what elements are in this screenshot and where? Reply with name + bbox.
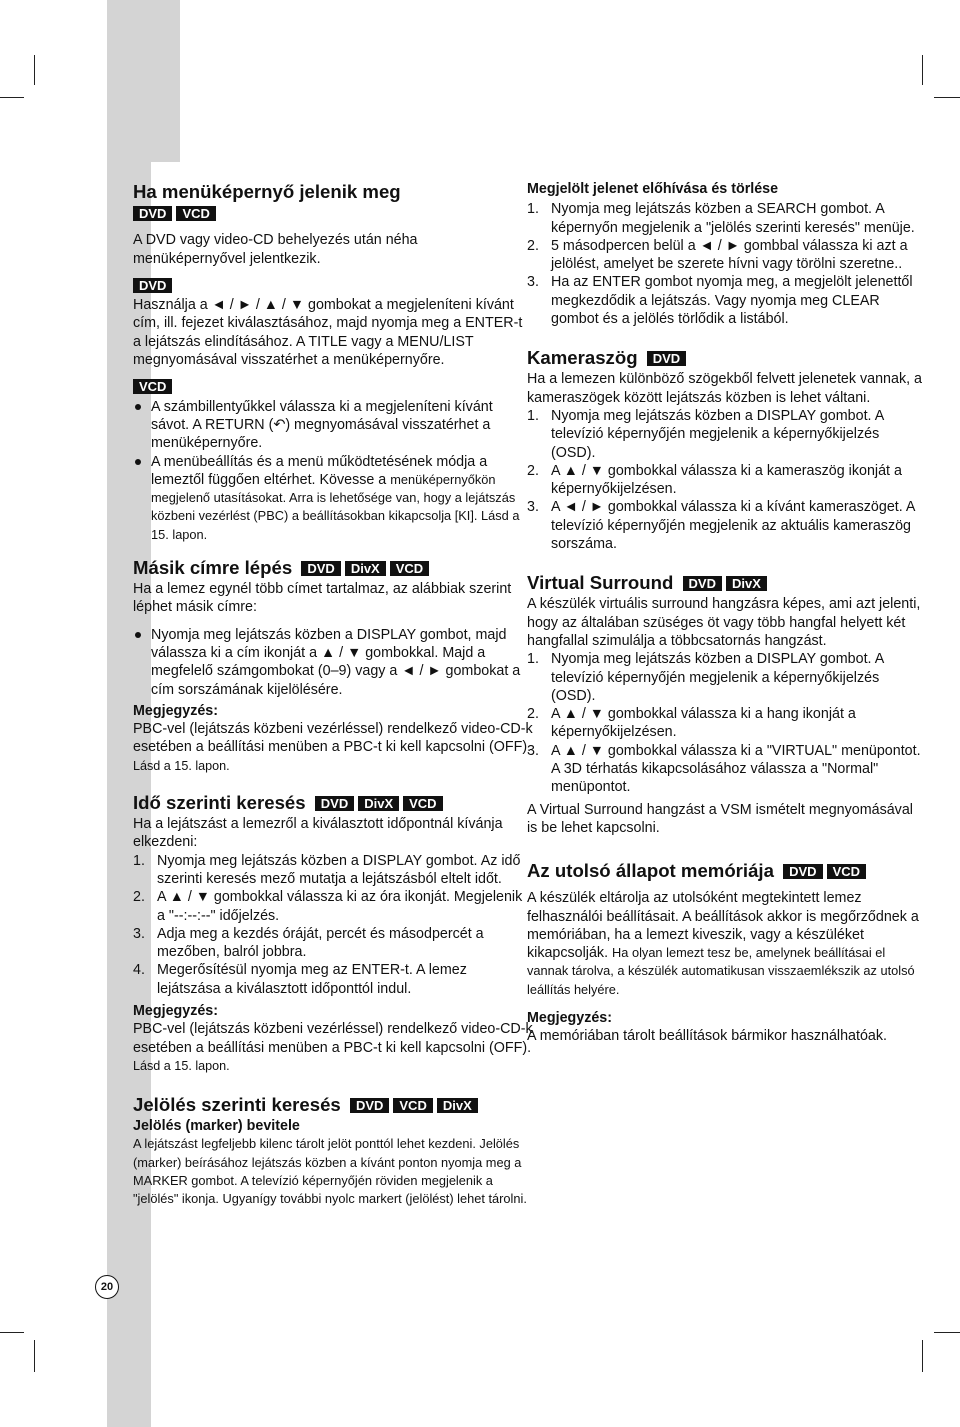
crop-mark bbox=[0, 1332, 24, 1333]
step-item: 3. Ha az ENTER gombot nyomja meg, a megjelölt jelenettől megkezdődik a lejátszás. Vagy nyomja meg CLEAR gombot és a jelölés törlődik a listából. bbox=[527, 274, 913, 328]
divx-badge: DivX bbox=[437, 1098, 478, 1113]
left-column bbox=[133, 180, 533, 1209]
subheading: Megjelölt jelenet előhívása és törlése bbox=[527, 181, 779, 197]
dvd-badge: DVD bbox=[133, 206, 172, 221]
bullet-item: Nyomja meg lejátszás közben a DISPLAY gombot, majd válassza ki a cím ikonját a ▲ / ▼ gombokkal. Majd a megfelelő számgombokat (0–9) vagy a ◄ / ► gombokat a cím sorszámának kijelölésére. bbox=[133, 626, 533, 699]
vcd-badge: VCD bbox=[827, 864, 866, 879]
step-item: 4. Megerősítésül nyomja meg az ENTER-t. A lemez lejátszása a kiválasztott időponttól indul. bbox=[133, 962, 467, 997]
paragraph: A lejátszást legfeljebb kilenc tárolt jelöt ponttól lehet kezdeni. Jelölés (marker) beírásához lejátszás közben a kívánt ponton nyomja meg a MARKER gombot. A televízió képernyőjén röviden megjelenik a "jelölés" ikonja. Ugyanígy további nyolc markert (jelölést) lehet tárolni. bbox=[133, 1136, 527, 1207]
paragraph: A készülék eltárolja az utolsóként megtekintett lemez felhasználói beállításait. A beállítások akkor is megőrződnek a memóriában, ha a lemezt kiveszik, vagy a készüléket kikapcsolják. Ha olyan lemezt tesz be, amelynek beállításai el vannak tárolva, a készülék automatikusan visszaemlékszik az utolsó leállítás helyére. bbox=[527, 890, 919, 997]
step-item: 1. Nyomja meg lejátszás közben a SEARCH gombot. A képernyőn megjelenik a "jelölés szerinti keresés" menüje. bbox=[527, 201, 915, 236]
dvd-badge: DVD bbox=[315, 796, 354, 811]
crop-mark bbox=[0, 97, 24, 98]
crop-mark bbox=[34, 1340, 35, 1372]
note-label: Megjegyzés: bbox=[527, 1009, 613, 1026]
paragraph: A DVD vagy video-CD behelyezés után néha menüképernyővel jelentkezik. bbox=[133, 232, 418, 267]
vcd-badge: VCD bbox=[393, 1098, 432, 1113]
divx-badge: DivX bbox=[726, 576, 767, 591]
paragraph: A készülék virtuális surround hangzásra képes, ami azt jelenti, hogy az általában szüséges öt vagy több hangfal helyett két hangfallal szimulálja a többcsatornás hangzást. bbox=[527, 596, 921, 649]
step-item: 1. Nyomja meg lejátszás közben a DISPLAY gombot. A televízió képernyőjén megjelenik a képernyőkijelzés (OSD). bbox=[527, 407, 884, 461]
right-column bbox=[527, 180, 927, 1046]
dvd-badge: DVD bbox=[683, 576, 722, 591]
note-label: Megjegyzés: bbox=[133, 702, 219, 719]
page-number: 20 bbox=[95, 1275, 119, 1299]
crop-mark bbox=[934, 97, 960, 98]
step-item: 2. 5 másodpercen belül a ◄ / ► gombbal válassza ki azt a jelölést, amelyet be szerete hívni vagy törölni szeretne.. bbox=[527, 237, 908, 273]
crop-mark bbox=[934, 1332, 960, 1333]
section-title-last-state-memory: Az utolsó állapot memóriája DVD VCD bbox=[527, 859, 927, 883]
dvd-badge: DVD bbox=[783, 864, 822, 879]
bullet-item: A számbillentyűkkel válassza ki a megjeleníteni kívánt sávot. A RETURN (↶) megnyomásával visszatérhet a menüképernyőre. bbox=[133, 398, 533, 453]
dvd-badge: DVD bbox=[301, 561, 340, 576]
section-title-virtual-surround: Virtual Surround DVD DivX bbox=[527, 571, 927, 595]
subheading: Jelölés (marker) bevitele bbox=[133, 1118, 300, 1135]
section-title-time-search: Idő szerinti keresés DVD DivX VCD bbox=[133, 791, 533, 815]
section-title-title-jump: Másik címre lépés DVD DivX VCD bbox=[133, 556, 533, 580]
paragraph: Ha a lemezen különböző szögekből felvett jelenetek vannak, a kameraszögek között lejátszás közben is lehet váltani. bbox=[527, 371, 923, 406]
note-text: PBC-vel (lejátszás közbeni vezérléssel) rendelkező video-CD-k esetében a beállítási menüben a PBC-t ki kell kapcsolni (OFF). Lásd a 15. lapon. bbox=[133, 1021, 533, 1073]
step-item: 2. A ▲ / ▼ gombokkal válassza ki a hang ikonját a képernyőkijelzésen. bbox=[527, 706, 856, 741]
section-title-marker-search: Jelölés szerinti keresés DVD VCD DivX bbox=[133, 1093, 533, 1117]
step-item: 1. Nyomja meg lejátszás közben a DISPLAY gombot. Az idő szerinti keresés mező mutatja a lejátszásból eltelt időt. bbox=[133, 852, 521, 887]
note-text: A memóriában tárolt beállítások bármikor használhatóak. bbox=[527, 1028, 887, 1045]
step-item: 1. Nyomja meg lejátszás közben a DISPLAY gombot. A televízió képernyőjén megjelenik a képernyőkijelzés (OSD). bbox=[527, 651, 884, 704]
note-text: PBC-vel (lejátszás közbeni vezérléssel) rendelkező video-CD-k esetében a beállítási menüben a PBC-t ki kell kapcsolni (OFF). Lásd a 15. lapon. bbox=[133, 721, 533, 773]
bullet-item: A menübeállítás és a menü működtetésének módja a lemeztől függően eltérhet. Kövesse a menüképernyőkön megjelenő utasításokat. Arra is lehetősége van, hogy a lejátszás közbeni vezérlést (PBC) a beállításokban kikapcsolja [KI]. Lásd a 15. lapon. bbox=[133, 453, 533, 544]
dvd-badge: DVD bbox=[647, 351, 686, 366]
step-item: 3. A ◄ / ► gombokkal válassza ki a kívánt kameraszöget. A televízió képernyőjén megjelenik az aktuális kameraszög sorszáma. bbox=[527, 499, 915, 553]
note-label: Megjegyzés: bbox=[133, 1002, 219, 1019]
paragraph: Ha a lemez egynél több címet tartalmaz, az alábbiak szerint léphet másik címre: bbox=[133, 581, 512, 616]
paragraph: A Virtual Surround hangzást a VSM ismételt megnyomásával is be lehet kapcsolni. bbox=[527, 801, 913, 836]
step-item: 2. A ▲ / ▼ gombokkal válassza ki a kameraszög ikonját a képernyőkijelzésen. bbox=[527, 462, 902, 498]
section-title-menu-screen: Ha menüképernyő jelenik meg bbox=[133, 181, 401, 202]
crop-mark bbox=[922, 1340, 923, 1372]
step-item: 3. Adja meg a kezdés óráját, percét és másodpercét a mezőben, balról jobbra. bbox=[133, 925, 484, 961]
divx-badge: DivX bbox=[358, 796, 399, 811]
vcd-badge: VCD bbox=[133, 379, 172, 394]
dvd-badge: DVD bbox=[350, 1098, 389, 1113]
divx-badge: DivX bbox=[345, 561, 386, 576]
dvd-badge: DVD bbox=[133, 278, 172, 293]
vcd-badge: VCD bbox=[390, 561, 429, 576]
section-title-camera-angle: Kameraszög DVD bbox=[527, 346, 927, 370]
step-item: 2. A ▲ / ▼ gombokkal válassza ki az óra ikonját. Megjelenik a "--:--:--" időjelzés. bbox=[133, 889, 523, 924]
crop-mark bbox=[34, 55, 35, 85]
step-item: 3. A ▲ / ▼ gombokkal válassza ki a "VIRTUAL" menüpontot. A 3D térhatás kikapcsolásához válassza a "Normal" menüpontot. bbox=[527, 742, 921, 796]
paragraph: Használja a ◄ / ► / ▲ / ▼ gombokat a megjeleníteni kívánt cím, ill. fejezet kiválasztásához, majd nyomja meg a ENTER-t a lejátszás elindításához. A TITLE vagy a MENU/LIST megnyomásával visszatérhet a menüképernyőre. bbox=[133, 297, 523, 369]
vcd-badge: VCD bbox=[403, 796, 442, 811]
crop-mark bbox=[922, 55, 923, 85]
vcd-badge: VCD bbox=[176, 206, 215, 221]
page-top-band bbox=[107, 0, 180, 162]
paragraph: Ha a lejátszást a lemezről a kiválasztott időpontnál kívánja elkezdeni: bbox=[133, 816, 503, 851]
